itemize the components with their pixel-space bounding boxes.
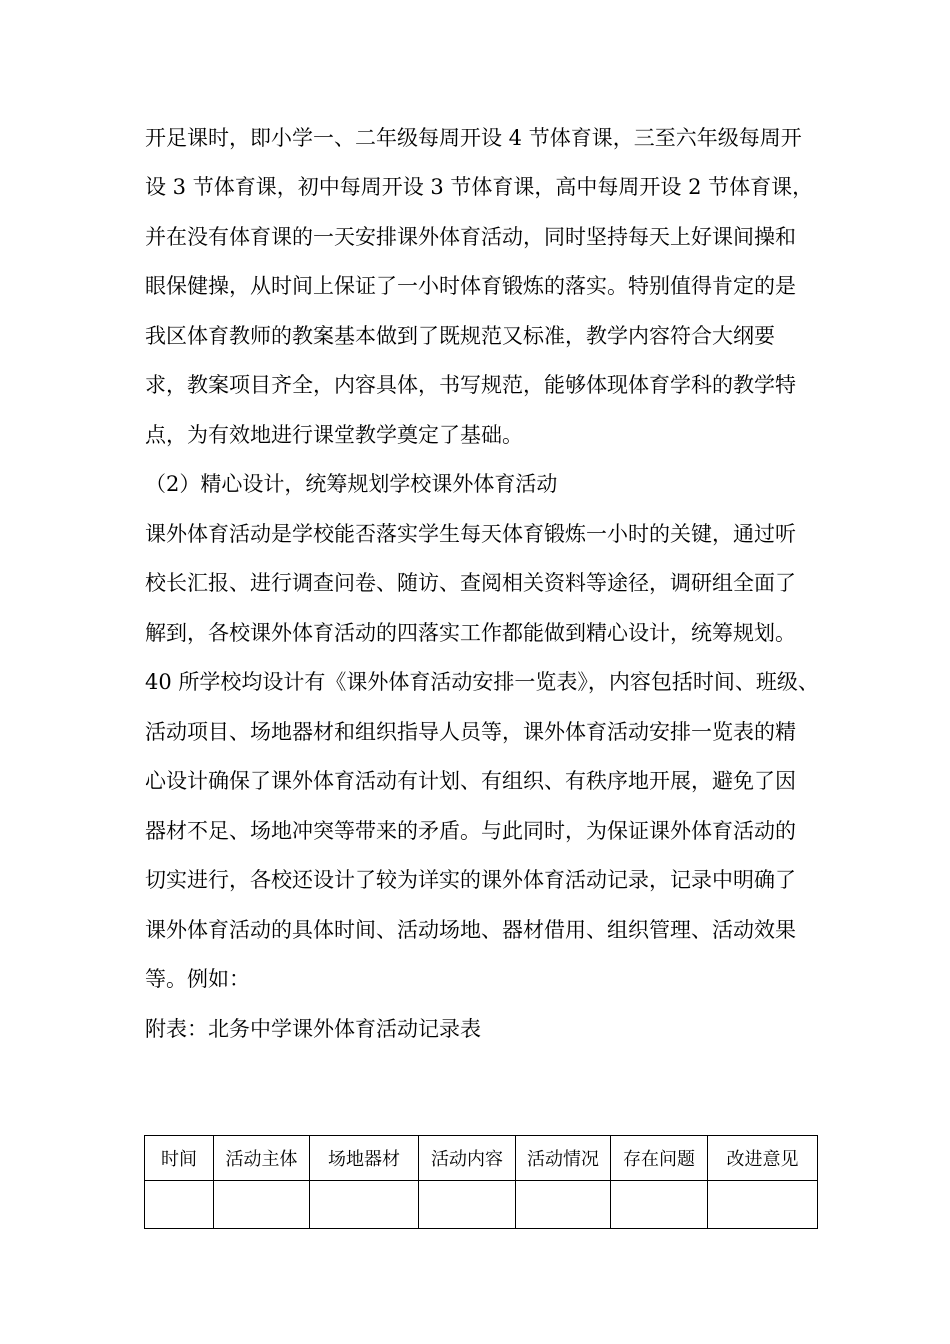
paragraph-line: 校长汇报、进行调查问卷、随访、查阅相关资料等途径，调研组全面了 [145, 571, 796, 595]
table-cell [214, 1181, 310, 1229]
paragraph-line: 心设计确保了课外体育活动有计划、有组织、有秩序地开展，避免了因 [145, 769, 796, 793]
column-header-status: 活动情况 [516, 1136, 611, 1181]
paragraph-line: 活动项目、场地器材和组织指导人员等，课外体育活动安排一览表的精 [145, 720, 796, 744]
paragraph-line: 等。例如： [145, 967, 250, 991]
column-header-venue-equipment: 场地器材 [310, 1136, 419, 1181]
table-header-row [145, 1136, 818, 1181]
paragraph-line: 器材不足、场地冲突等带来的矛盾。与此同时，为保证课外体育活动的 [145, 819, 796, 843]
paragraph-line: 设 3 节体育课，初中每周开设 3 节体育课，高中每周开设 2 节体育课， [145, 175, 814, 199]
column-header-suggestions: 改进意见 [708, 1136, 818, 1181]
paragraph-line: 课外体育活动的具体时间、活动场地、器材借用、组织管理、活动效果 [145, 918, 796, 942]
paragraph-line: 点，为有效地进行课堂教学奠定了基础。 [145, 423, 523, 447]
table-cell [611, 1181, 708, 1229]
column-header-time: 时间 [145, 1136, 214, 1181]
paragraph-line: 求，教案项目齐全，内容具体，书写规范，能够体现体育学科的教学特 [145, 373, 796, 397]
table-caption: 附表：北务中学课外体育活动记录表 [145, 1017, 481, 1041]
table-cell [708, 1181, 818, 1229]
paragraph-line: 课外体育活动是学校能否落实学生每天体育锻炼一小时的关键，通过听 [145, 522, 796, 546]
column-header-problems: 存在问题 [611, 1136, 708, 1181]
paragraph-line: 我区体育教师的教案基本做到了既规范又标准，教学内容符合大纲要 [145, 324, 775, 348]
paragraph-line: 解到，各校课外体育活动的四落实工作都能做到精心设计，统筹规划。 [145, 621, 796, 645]
column-header-subject: 活动主体 [214, 1136, 310, 1181]
section-heading: （2）精心设计，统筹规划学校课外体育活动 [145, 472, 558, 496]
paragraph-line: 开足课时，即小学一、二年级每周开设 4 节体育课，三至六年级每周开 [145, 126, 802, 150]
table-row [145, 1181, 818, 1229]
table-cell [419, 1181, 516, 1229]
table-cell [516, 1181, 611, 1229]
table-cell [310, 1181, 419, 1229]
activity-record-table [144, 1135, 818, 1229]
paragraph-line: 40 所学校均设计有《课外体育活动安排一览表》，内容包括时间、班级、 [145, 670, 819, 694]
table-cell [145, 1181, 214, 1229]
paragraph-line: 切实进行，各校还设计了较为详实的课外体育活动记录，记录中明确了 [145, 868, 796, 892]
paragraph-line: 并在没有体育课的一天安排课外体育活动，同时坚持每天上好课间操和 [145, 225, 796, 249]
paragraph-line: 眼保健操，从时间上保证了一小时体育锻炼的落实。特别值得肯定的是 [145, 274, 796, 298]
column-header-content: 活动内容 [419, 1136, 516, 1181]
